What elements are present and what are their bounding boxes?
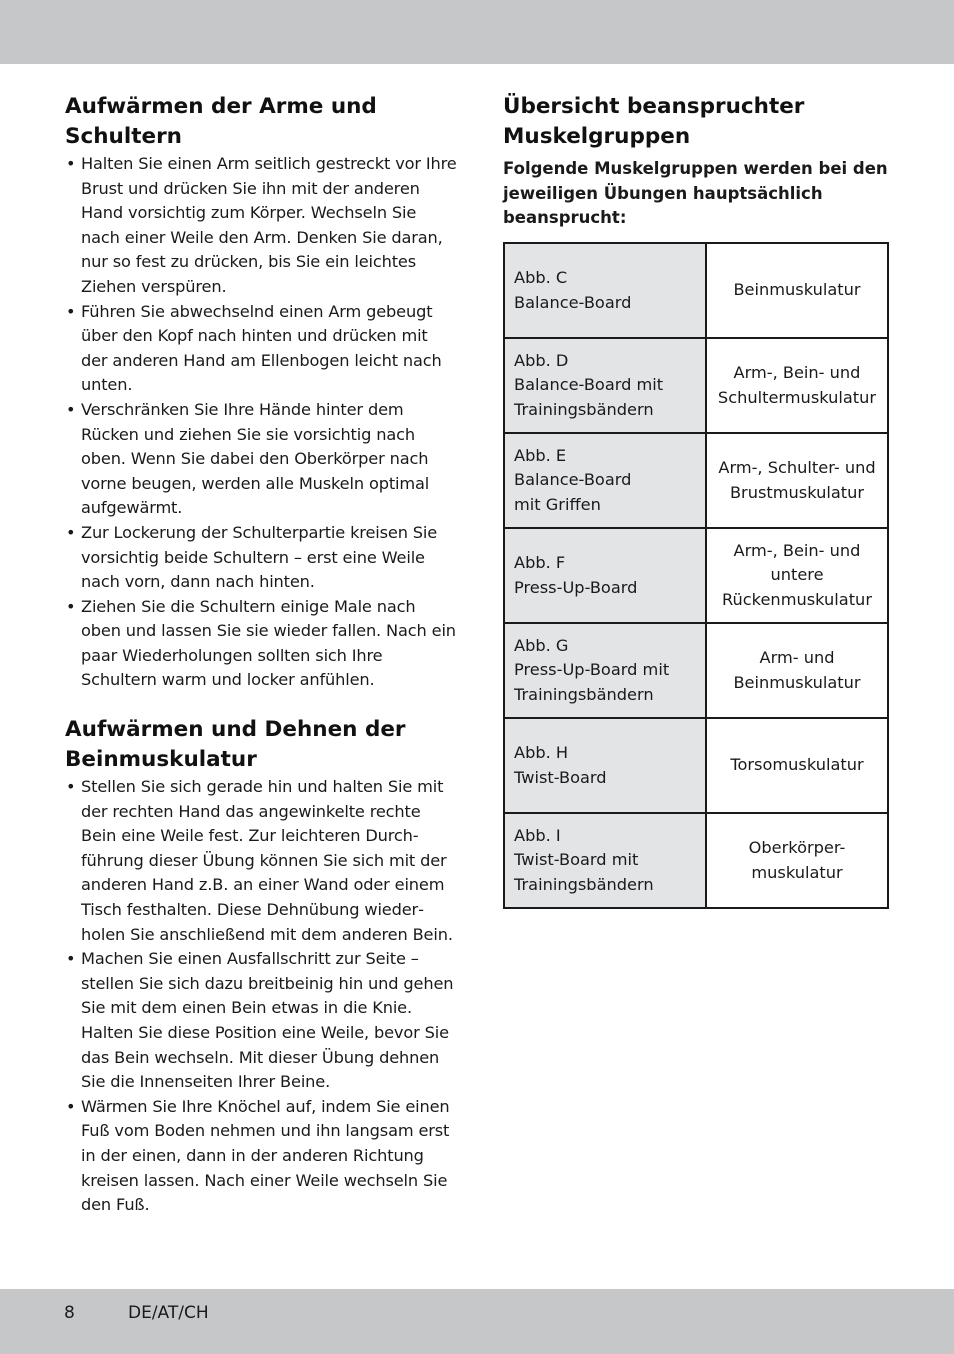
exercise-line: mit Griffen — [514, 494, 601, 514]
figure-label: Abb. H — [514, 743, 569, 762]
exercise-line: Balance-Board — [514, 292, 632, 312]
left-column — [65, 92, 457, 1218]
muscle-group-table — [503, 242, 889, 909]
muscle-line: Schultermuskulatur — [717, 387, 877, 407]
muscle-line: Arm-, Bein- und untere — [733, 540, 861, 585]
arms-shoulders-list — [65, 152, 457, 693]
muscle-cell — [706, 243, 888, 338]
page-number: 8 — [64, 1303, 75, 1323]
exercise-cell — [504, 338, 706, 433]
header-band — [0, 0, 954, 64]
muscle-line: Arm-, Bein- und — [733, 363, 861, 382]
muscle-line: Arm-, Schulter- und — [718, 458, 876, 477]
section-title-arms-shoulders: Aufwärmen der Arme und Schultern — [65, 94, 377, 149]
list-item: • Verschränken Sie Ihre Hände hinter dem Rücken und ziehen Sie sie vorsichtig nach oben. Wenn Sie dabei den Oberkörper nach vorne beugen, werden alle Muskeln optimal aufgewärmt. — [65, 398, 457, 521]
table-row — [504, 623, 888, 718]
exercise-line: Twist-Board mit — [514, 850, 639, 870]
right-column — [503, 92, 891, 894]
figure-label: Abb. F — [514, 553, 566, 572]
muscle-cell — [706, 433, 888, 528]
muscle-line: Arm- und — [759, 648, 835, 667]
exercise-cell — [504, 243, 706, 338]
list-item: • Machen Sie einen Ausfallschritt zur Seite – stellen Sie sich dazu breitbeinig hin und gehen Sie mit dem einen Bein etwas in die Knie. Halten Sie diese Position eine Weile, bevor Sie das Bein wechseln. Mit dieser Übung dehnen Sie die Innenseiten Ihrer Beine. — [65, 947, 457, 1095]
table-row — [504, 813, 888, 908]
list-item: • Halten Sie einen Arm seitlich gestreckt vor Ihre Brust und drücken Sie ihn mit der anderen Hand vorsichtig zum Körper. Wechseln Sie nach einer Weile den Arm. Denken Sie daran, nur so fest zu drücken, bis Sie ein leichtes Ziehen verspüren. — [65, 152, 457, 300]
exercise-cell — [504, 433, 706, 528]
exercise-line: Twist-Board — [514, 767, 607, 787]
list-item: • Zur Lockerung der Schulterpartie kreisen Sie vorsichtig beide Schultern – erst eine Weile nach vorn, dann nach hinten. — [65, 521, 457, 595]
exercise-line: Press-Up-Board — [514, 577, 638, 597]
exercise-line: Trainingsbändern — [514, 874, 654, 894]
muscle-cell — [706, 528, 888, 623]
muscle-line: Beinmuskulatur — [733, 280, 861, 300]
figure-label: Abb. I — [514, 825, 561, 845]
table-row — [504, 433, 888, 528]
list-item: • Stellen Sie sich gerade hin und halten Sie mit der rechten Hand das angewinkelte rechte Bein eine Weile fest. Zur leichteren Durchführung dieser Übung können Sie sich mit der anderen Hand z.B. an einer Wand oder einem Tisch festhalten. Diese Dehnübung wiederholen Sie anschließend mit dem anderen Bein. — [65, 775, 457, 947]
list-item: • Führen Sie abwechselnd einen Arm gebeugt über den Kopf nach hinten und drücken mit der anderen Hand am Ellenbogen leicht nach unten. — [65, 300, 457, 398]
figure-label: Abb. E — [514, 445, 567, 465]
muscle-line: Beinmuskulatur — [733, 672, 861, 692]
section-title-muscle-overview: Übersicht beanspruchter Muskelgruppen — [503, 94, 805, 149]
table-row — [504, 338, 888, 433]
muscle-line: Brustmuskulatur — [729, 482, 865, 502]
figure-label: Abb. D — [514, 350, 569, 370]
exercise-cell — [504, 623, 706, 718]
muscle-line: muskulatur — [751, 862, 843, 882]
exercise-line: Trainingsbändern — [514, 684, 654, 704]
exercise-line: Balance-Board — [514, 470, 632, 490]
muscle-line: Oberkörper- — [748, 838, 846, 857]
legs-list — [65, 775, 457, 1218]
exercise-line: Trainingsbändern — [514, 399, 654, 419]
section-title-legs: Aufwärmen und Dehnen der Beinmuskulatur — [65, 717, 406, 773]
list-item: • Wärmen Sie Ihre Knöchel auf, indem Sie einen Fuß vom Boden nehmen und ihn langsam erst in der einen, dann in der anderen Richtung kreisen lassen. Nach einer Weile wechseln Sie den Fuß. — [65, 1095, 457, 1218]
muscle-line: Torsomuskulatur — [730, 755, 864, 775]
exercise-cell — [504, 528, 706, 623]
muscle-cell — [706, 813, 888, 908]
muscle-cell — [706, 338, 888, 433]
table-row — [504, 718, 888, 813]
exercise-cell — [504, 718, 706, 813]
intro-text: Folgende Muskelgruppen werden bei den jeweiligen Übungen hauptsächlich beansprucht: — [503, 159, 888, 227]
table-row — [504, 528, 888, 623]
muscle-cell — [706, 718, 888, 813]
muscle-cell — [706, 623, 888, 718]
region-code: DE/AT/CH — [128, 1303, 209, 1323]
exercise-line: Press-Up-Board mit — [514, 660, 670, 680]
list-item: • Ziehen Sie die Schultern einige Male nach oben und lassen Sie sie wieder fallen. Nach ein paar Wiederholungen sollten sich Ihre Schultern warm und locker anfühlen. — [65, 595, 457, 693]
muscle-line: Rückenmuskulatur — [722, 589, 872, 609]
table-row — [504, 243, 888, 338]
exercise-cell — [504, 813, 706, 908]
exercise-line: Balance-Board mit — [514, 375, 664, 395]
figure-label: Abb. G — [514, 635, 569, 655]
figure-label: Abb. C — [514, 268, 568, 287]
